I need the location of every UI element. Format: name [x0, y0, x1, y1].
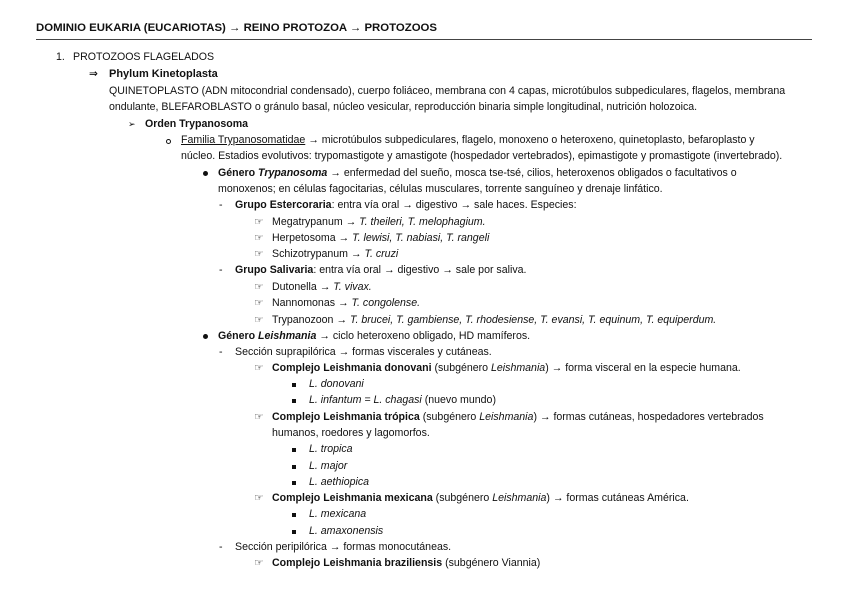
species-item: L. infantum = L. chagasi (nuevo mundo): [309, 394, 496, 406]
familia-name: Familia Trypanosomatidae: [181, 134, 306, 146]
genus-leishmania: Leishmania: [258, 330, 317, 342]
square-bullet-icon: [292, 513, 296, 517]
genero-label: Género: [218, 330, 259, 342]
list-item: Dutonella → T. vivax.: [272, 281, 372, 293]
list-item: Nannomonas → T. congolense.: [272, 297, 421, 309]
pointer-icon: ☞: [254, 314, 264, 326]
orden-heading: Orden Trypanosoma: [145, 118, 249, 130]
species-item: L. aethiopica: [309, 476, 370, 488]
title-arrow-2: →: [349, 22, 362, 34]
square-bullet-icon: [292, 465, 296, 469]
complejo-donovani: Complejo Leishmania donovani (subgénero Leishmania) → forma visceral en la especie humana.: [272, 362, 741, 374]
arrowhead-icon: ➢: [128, 119, 136, 129]
square-bullet-icon: [292, 481, 296, 485]
seccion-peripilorica: Sección peripilórica → formas monocutáneas.: [235, 541, 452, 553]
arrow-icon: →: [308, 134, 319, 146]
double-arrow-icon: ⇒: [89, 68, 98, 80]
list-item: Herpetosoma → T. lewisi, T. nabiasi, T. rangeli: [272, 232, 490, 244]
salivaria-line: [235, 264, 526, 277]
disc-bullet-icon: [203, 171, 208, 176]
dash-bullet: -: [219, 199, 223, 211]
square-bullet-icon: [292, 448, 296, 452]
square-bullet-icon: [292, 399, 296, 403]
title-domain: DOMINIO EUKARIA (EUCARIOTAS): [36, 22, 230, 34]
list-item: Trypanozoon → T. brucei, T. gambiense, T. rhodesiense, T. evansi, T. equinum, T. equiperdum.: [272, 314, 717, 326]
leishmania-desc: ciclo heteroxeno obligado, HD mamíferos.: [329, 330, 531, 342]
pointer-icon: ☞: [254, 492, 264, 504]
title-kingdom: REINO PROTOZOA: [240, 22, 350, 34]
phylum-desc-line1: QUINETOPLASTO (ADN mitocondrial condensado), cuerpo foliáceo, membrana con 4 capas, microtúbulos subpediculares, flagelos, membrana: [109, 85, 786, 97]
section-number: 1.: [56, 51, 65, 63]
title-divider: [36, 39, 812, 40]
arrow-icon: →: [319, 330, 330, 342]
genus-trypanosoma: Trypanosoma: [258, 167, 328, 179]
pointer-icon: ☞: [254, 248, 264, 260]
species-item: L. tropica: [309, 443, 353, 455]
familia-desc: microtúbulos subpediculares, flagelo, monoxeno o heteroxeno, quinetoplasto, befaroplasto y: [318, 134, 755, 146]
complejo-tropica: Complejo Leishmania trópica (subgénero Leishmania) → formas cutáneas, hospedadores vertebrados: [272, 411, 764, 423]
section-heading: PROTOZOOS FLAGELADOS: [73, 51, 215, 63]
estercoraria-line: [235, 199, 577, 212]
estercoraria-desc: : entra vía oral → digestivo → sale haces. Especies:: [331, 199, 577, 211]
trypanosoma-line2: monoxenos; en células fagocitarias, células musculares, torrente sanguíneo y drenaje linfático.: [218, 183, 663, 195]
species-item: L. mexicana: [309, 508, 367, 520]
arrow-icon: →: [330, 167, 341, 179]
species-item: L. amaxonensis: [309, 525, 384, 537]
pointer-icon: ☞: [254, 216, 264, 228]
disc-bullet-icon: [203, 334, 208, 339]
phylum-heading: Phylum Kinetoplasta: [109, 68, 218, 80]
dash-bullet: -: [219, 541, 223, 553]
salivaria-desc: : entra vía oral → digestivo → sale por saliva.: [313, 264, 527, 276]
phylum-desc-line2: ondulante, BLEFAROBLASTO o gránulo basal, núcleo vesicular, reproducción binaria simple longitudinal, nutrición holozoica.: [109, 101, 698, 113]
title-arrow: →: [229, 22, 241, 34]
genero-label: Género: [218, 167, 259, 179]
pointer-icon: ☞: [254, 557, 264, 569]
page-title: [36, 22, 437, 35]
seccion-suprapilorica: Sección suprapilórica → formas viscerales y cutáneas.: [235, 346, 492, 358]
dash-bullet: -: [219, 346, 223, 358]
list-item: Schizotrypanum → T. cruzi: [272, 248, 399, 260]
list-item: Megatrypanum → T. theileri, T. melophagium.: [272, 216, 486, 228]
complejo-braziliensis: Complejo Leishmania braziliensis (subgénero Viannia): [272, 557, 541, 569]
square-bullet-icon: [292, 383, 296, 387]
group-estercoraria: Grupo Estercoraria: [235, 199, 332, 211]
pointer-icon: ☞: [254, 411, 264, 423]
species-item: L. major: [309, 460, 348, 472]
complejo-mexicana: Complejo Leishmania mexicana (subgénero Leishmania) → formas cutáneas América.: [272, 492, 689, 504]
pointer-icon: ☞: [254, 297, 264, 309]
pointer-icon: ☞: [254, 232, 264, 244]
species-item: L. donovani: [309, 378, 364, 390]
dash-bullet: -: [219, 264, 223, 276]
square-bullet-icon: [292, 530, 296, 534]
group-salivaria: Grupo Salivaria: [235, 264, 314, 276]
familia-line2: núcleo. Estadios evolutivos: trypomastigote y amastigote (hospedador vertebrados), epimastigote y promastigote (invertebrado).: [181, 150, 783, 162]
pointer-icon: ☞: [254, 281, 264, 293]
trypanosoma-line1: [218, 167, 737, 180]
familia-line1: [181, 134, 755, 147]
circle-bullet-icon: [166, 139, 171, 144]
trypanosoma-desc: enfermedad del sueño, mosca tse-tsé, cilios, heteroxenos obligados o facultativos o: [340, 167, 737, 179]
title-protozoos: PROTOZOOS: [361, 22, 438, 34]
complejo-tropica-line2: humanos, roedores y lagomorfos.: [272, 427, 430, 439]
pointer-icon: ☞: [254, 362, 264, 374]
leishmania-line: [218, 330, 530, 343]
